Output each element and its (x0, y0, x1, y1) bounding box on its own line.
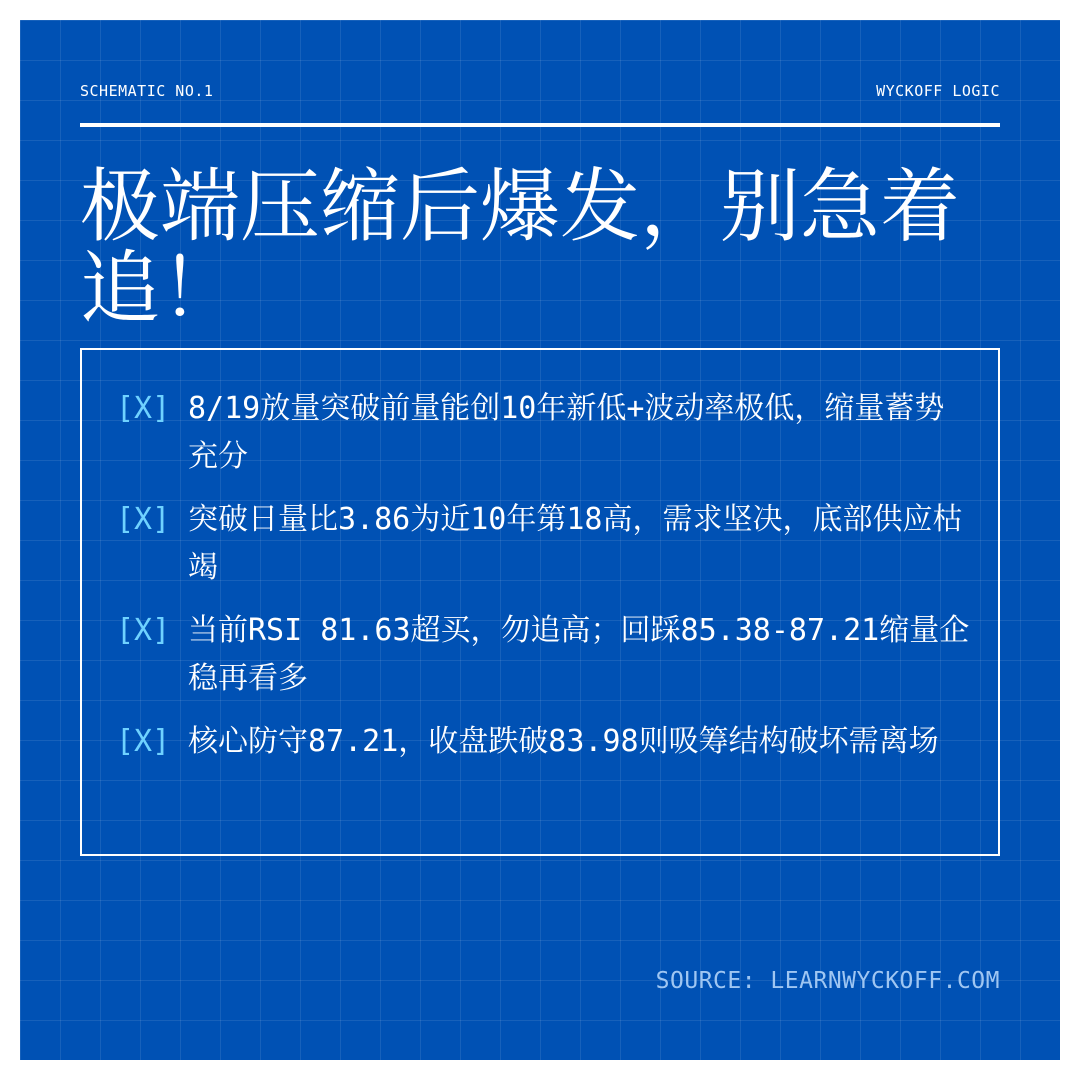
schematic-label: SCHEMATIC NO.1 (80, 82, 214, 100)
checklist-item-text: 突破日量比3.86为近10年第18高，需求坚决，底部供应枯竭 (188, 502, 963, 585)
header-divider (80, 123, 1000, 127)
top-labels (80, 82, 1000, 100)
checklist-item-text: 8/19放量突破前量能创10年新低+波动率极低，缩量蓄势充分 (188, 391, 945, 474)
checklist-item (116, 607, 974, 703)
checklist-item (116, 385, 974, 481)
headline: 极端压缩后爆发，别急着追！ (80, 160, 960, 335)
checklist-item (116, 496, 974, 592)
source-credit: SOURCE: LEARNWYCKOFF.COM (655, 968, 1000, 994)
checklist-box (80, 348, 1000, 856)
checkbox-marker: [X] (116, 724, 171, 759)
schematic-card (20, 20, 1060, 1060)
checklist-item (116, 718, 974, 766)
checkbox-marker: [X] (116, 502, 171, 537)
checkbox-marker: [X] (116, 613, 171, 648)
checkbox-marker: [X] (116, 391, 171, 426)
checklist-item-text: 当前RSI 81.63超买，勿追高；回踩85.38-87.21缩量企稳再看多 (188, 613, 970, 696)
brand-label: WYCKOFF LOGIC (876, 82, 1000, 100)
checklist-item-text: 核心防守87.21，收盘跌破83.98则吸筹结构破坏需离场 (188, 724, 939, 759)
